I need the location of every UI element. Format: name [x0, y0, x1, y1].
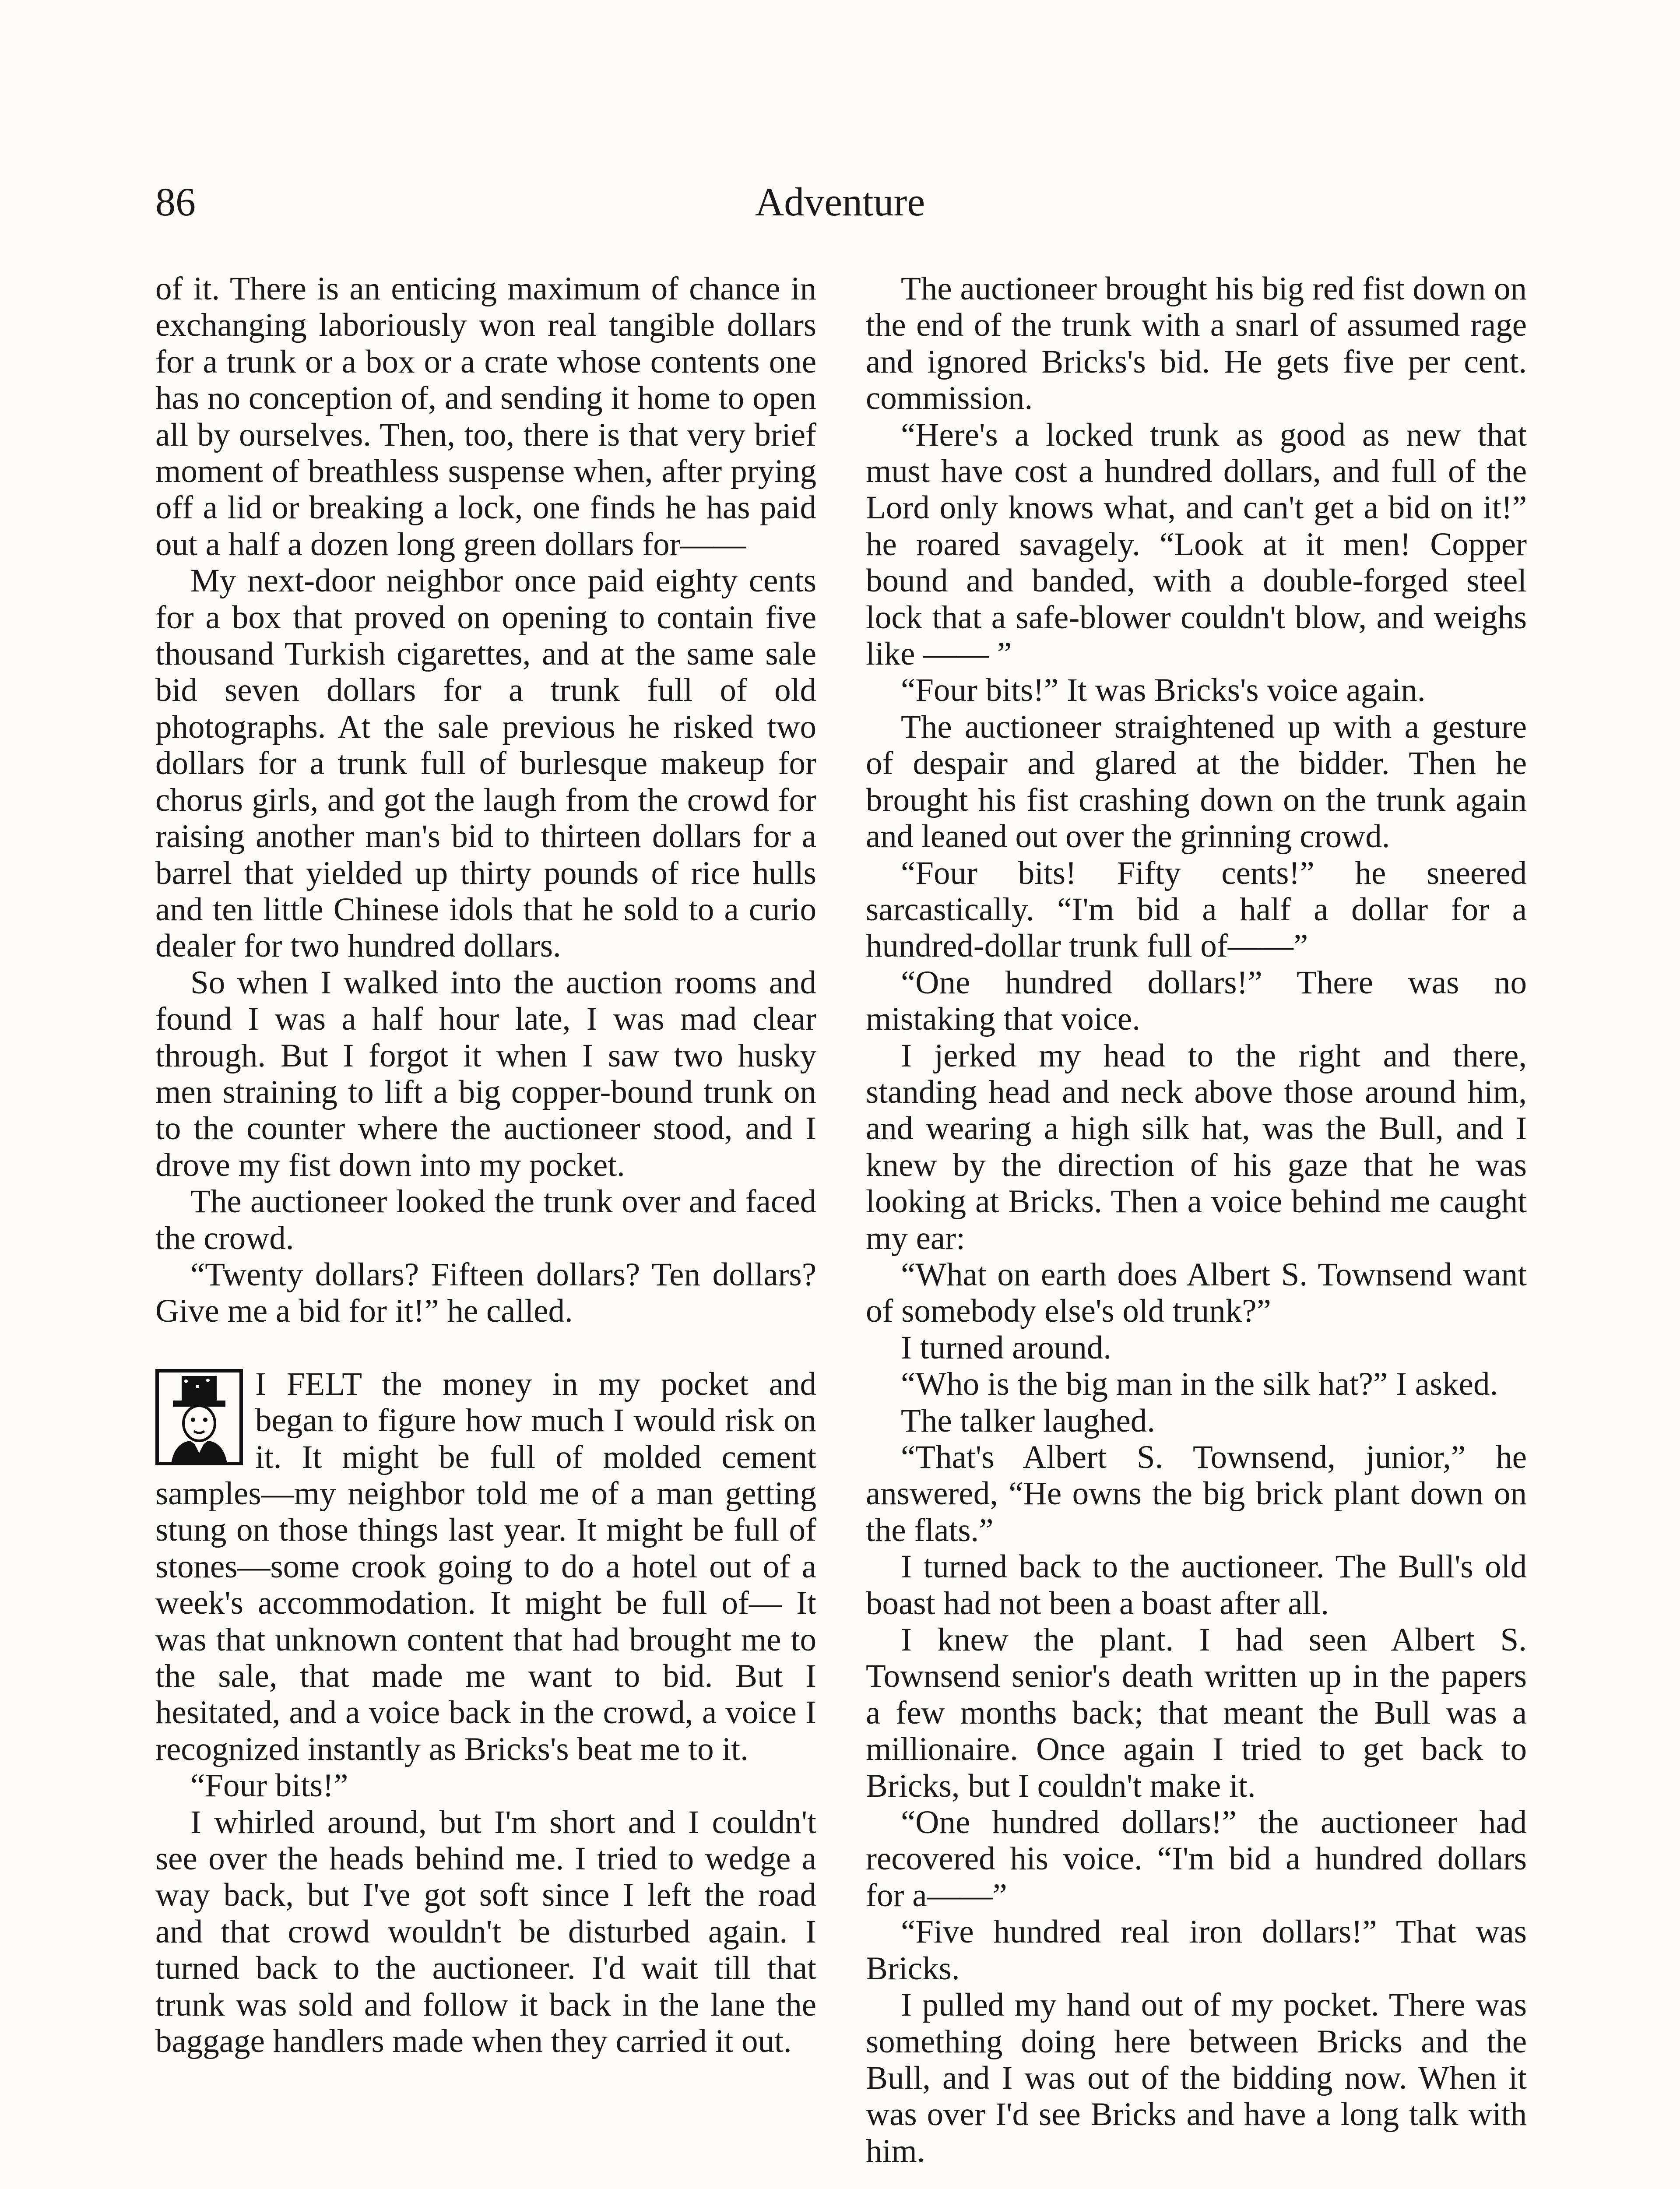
section-opening — [155, 1366, 816, 1767]
paragraph: of it. There is an enticing maximum of chance in exchanging laboriously won real tangible dollars for a trunk or a box or a crate whose contents one has no conception of, and sending it home to open all by ourselves. Then, too, there is that very brief moment of breathless suspense when, after prying off a lid or breaking a lock, one finds he has paid out a half a dozen long green dollars for—— — [155, 271, 816, 563]
paragraph: “One hundred dollars!” There was no mistaking that voice. — [866, 964, 1527, 1038]
left-column — [155, 271, 816, 2060]
paragraph: “That's Albert S. Townsend, junior,” he answered, “He owns the big brick plant down on the flats.” — [866, 1439, 1527, 1548]
paragraph: “Five hundred real iron dollars!” That was Bricks. — [866, 1914, 1527, 1987]
paragraph: “Four bits!” — [190, 1767, 348, 1804]
paragraph: “Who is the big man in the silk hat?” I asked. — [901, 1366, 1498, 1403]
paragraph: The auctioneer brought his big red fist down on the end of the trunk with a snarl of assumed rage and ignored Bricks's bid. He gets five per cent. commission. — [866, 271, 1527, 417]
paragraph: I jerked my head to the right and there, standing head and neck above those around him, and wearing a high silk hat, was the Bull, and I knew by the direction of his gaze that he was looking at Bricks. Then a voice behind me caught my ear: — [866, 1037, 1527, 1256]
paragraph: I pulled my hand out of my pocket. There was something doing here between Bricks and the Bull, and I was out of the bidding now. When it was over I'd see Bricks and have a long talk with him. — [866, 1987, 1527, 2169]
paragraph: “Twenty dollars? Fifteen dollars? Ten dollars? Give me a bid for it!” he called. — [155, 1256, 816, 1330]
page-number: 86 — [155, 179, 196, 224]
paragraph: The talker laughed. — [901, 1402, 1155, 1439]
paragraph: I FELT the money in my pocket and began to figure how much I would risk on it. It might be full of molded cement samples—my neighbor told me of a man getting stung on those things last year. It might be full of stones—some crook going to do a hotel out of a week's accommodation. It might be full of— It was that unknown content that had brought me to the sale, that made me want to bid. But I hesitated, and a voice back in the crowd, a voice I recognized instantly as Bricks's beat me to it. — [155, 1365, 816, 1767]
paragraph: “Here's a locked trunk as good as new that must have cost a hundred dollars, and full of the Lord only knows what, and can't get a bid on it!” he roared savagely. “Look at it men! Copper bound and banded, with a double-forged steel lock that a safe-blower couldn't blow, and weighs like —— ” — [866, 416, 1527, 672]
paragraph: The auctioneer looked the trunk over and faced the crowd. — [155, 1183, 816, 1256]
paragraph: I turned around. — [901, 1329, 1112, 1366]
right-column — [866, 271, 1527, 2169]
paragraph: “Four bits! Fifty cents!” he sneered sarcastically. “I'm bid a half a dollar for a hundred-dollar trunk full of——” — [866, 855, 1527, 964]
paragraph: I turned back to the auctioneer. The Bull's old boast had not been a boast after all. — [866, 1548, 1527, 1622]
paragraph: So when I walked into the auction rooms and found I was a half hour late, I was mad clear through. But I forgot it when I saw two husky men straining to lift a big copper-bound trunk on to the counter where the auctioneer stood, and I drove my fist down into my pocket. — [155, 964, 816, 1183]
man-in-top-hat-illustration — [155, 1369, 243, 1466]
paragraph: The auctioneer straightened up with a gesture of despair and glared at the bidder. Then he brought his fist crashing down on the trunk again and leaned out over the grinning crowd. — [866, 708, 1527, 855]
paragraph: “One hundred dollars!” the auctioneer had recovered his voice. “I'm bid a hundred dollars for a——” — [866, 1804, 1527, 1914]
paragraph: “What on earth does Albert S. Townsend want of somebody else's old trunk?” — [866, 1256, 1527, 1330]
running-head: Adventure — [755, 179, 925, 224]
section-break — [155, 1330, 816, 1366]
paragraph: I knew the plant. I had seen Albert S. Townsend senior's death written up in the papers a few months back; that meant the Bull was a millionaire. Once again I tried to get back to Bricks, but I couldn't make it. — [866, 1622, 1527, 1804]
paragraph: I whirled around, but I'm short and I couldn't see over the heads behind me. I tried to wedge a way back, but I've got soft since I left the road and that crowd wouldn't be disturbed again. I turned back to the auctioneer. I'd wait till that trunk was sold and follow it back in the lane the baggage handlers made when they carried it out. — [155, 1804, 816, 2060]
paragraph: My next-door neighbor once paid eighty cents for a box that proved on opening to contain five thousand Turkish cigarettes, and at the same sale bid seven dollars for a trunk full of old photographs. At the sale previous he risked two dollars for a trunk full of burlesque makeup for chorus girls, and got the laugh from the crowd for raising another man's bid to thirteen dollars for a barrel that yielded up thirty pounds of rice hulls and ten little Chinese idols that he sold to a curio dealer for two hundred dollars. — [155, 563, 816, 964]
paragraph: “Four bits!” It was Bricks's voice again. — [901, 672, 1426, 709]
